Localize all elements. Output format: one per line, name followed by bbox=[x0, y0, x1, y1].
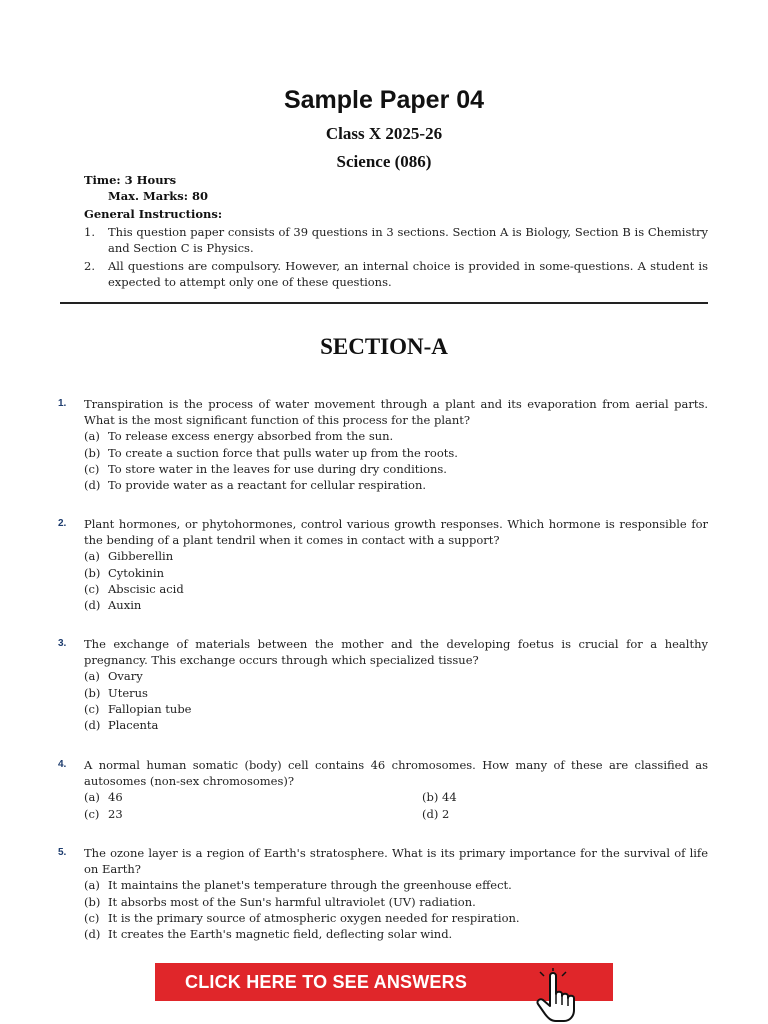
option-label: (a) bbox=[84, 790, 100, 805]
option-label: (b) bbox=[84, 685, 101, 700]
instruction-number: 2. bbox=[84, 259, 95, 273]
option-c bbox=[84, 806, 422, 822]
option-c bbox=[84, 701, 708, 717]
option-label: (c) bbox=[84, 806, 100, 821]
see-answers-label: CLICK HERE TO SEE ANSWERS bbox=[185, 971, 468, 992]
option-text: Ovary bbox=[108, 669, 143, 684]
option-text: To create a suction force that pulls water up from the roots. bbox=[108, 445, 458, 460]
option-b bbox=[84, 445, 708, 461]
option-text: To provide water as a reactant for cellular respiration. bbox=[108, 478, 427, 493]
option-b bbox=[84, 685, 708, 701]
question-number: 1. bbox=[58, 398, 67, 409]
option-text: To store water in the leaves for use during dry conditions. bbox=[108, 461, 447, 476]
option-label: (a) bbox=[84, 429, 100, 444]
question-stem: The exchange of materials between the mother and the developing foetus is crucial for a healthy pregnancy. This exchange occurs through which specialized tissue? bbox=[84, 637, 708, 668]
option-text: 44 bbox=[442, 790, 457, 805]
option-label: (a) bbox=[84, 549, 100, 564]
option-b bbox=[84, 894, 708, 910]
option-d bbox=[84, 717, 708, 733]
option-label: (b) bbox=[84, 445, 101, 460]
instruction-number: 1. bbox=[84, 225, 95, 239]
option-text: It is the primary source of atmospheric oxygen needed for respiration. bbox=[108, 910, 520, 925]
paper-title: Sample Paper 04 bbox=[283, 86, 485, 114]
option-text: Uterus bbox=[108, 685, 148, 700]
option-label: (a) bbox=[84, 878, 100, 893]
question-stem: A normal human somatic (body) cell contains 46 chromosomes. How many of these are classified as autosomes (non-sex chromosomes)? bbox=[84, 758, 708, 789]
option-text: Fallopian tube bbox=[108, 701, 192, 716]
option-label: (d) bbox=[84, 927, 101, 942]
option-d bbox=[84, 597, 708, 613]
instructions-heading: General Instructions: bbox=[84, 207, 223, 221]
instruction-item bbox=[84, 258, 708, 290]
option-label: (d) bbox=[84, 598, 101, 613]
option-label: (b) bbox=[84, 565, 101, 580]
options-grid bbox=[84, 789, 708, 821]
option-text: Abscisic acid bbox=[108, 581, 184, 596]
option-text: It absorbs most of the Sun's harmful ultraviolet (UV) radiation. bbox=[108, 894, 476, 909]
option-label: (d) bbox=[84, 718, 101, 733]
question-stem: Plant hormones, or phytohormones, control various growth responses. Which hormone is responsible for the bending of a plant tendril when it comes in contact with a support? bbox=[84, 517, 708, 548]
instruction-text: This question paper consists of 39 questions in 3 sections. Section A is Biology, Section B is Chemistry and Section C is Physics. bbox=[108, 225, 708, 255]
option-label: (c) bbox=[84, 581, 100, 596]
option-a bbox=[84, 548, 708, 564]
question-2 bbox=[58, 516, 708, 613]
option-c bbox=[84, 581, 708, 597]
max-marks: Max. Marks: 80 bbox=[108, 189, 208, 203]
option-label: (c) bbox=[84, 910, 100, 925]
section-title: SECTION-A bbox=[320, 334, 448, 359]
option-a bbox=[84, 877, 708, 893]
option-text: 23 bbox=[108, 806, 123, 821]
option-label: (b) bbox=[422, 790, 439, 805]
option-text: Placenta bbox=[108, 718, 159, 733]
pointing-hand-icon bbox=[534, 968, 582, 1024]
option-label: (d) bbox=[84, 478, 101, 493]
question-number: 2. bbox=[58, 518, 67, 529]
question-4 bbox=[58, 757, 708, 822]
option-text: It creates the Earth's magnetic field, deflecting solar wind. bbox=[108, 927, 453, 942]
question-3 bbox=[58, 636, 708, 733]
question-stem: Transpiration is the process of water movement through a plant and its evaporation from aerial parts. What is the most significant function of this process for the plant? bbox=[84, 397, 708, 428]
option-d bbox=[422, 806, 708, 822]
option-text: Cytokinin bbox=[108, 565, 164, 580]
option-text: 46 bbox=[108, 790, 123, 805]
option-text: It maintains the planet's temperature through the greenhouse effect. bbox=[108, 878, 512, 893]
question-stem: The ozone layer is a region of Earth's stratosphere. What is its primary importance for the survival of life on Earth? bbox=[84, 846, 708, 877]
option-c bbox=[84, 461, 708, 477]
option-d bbox=[84, 926, 708, 942]
time-allowed: Time: 3 Hours bbox=[84, 173, 177, 187]
instruction-item bbox=[84, 224, 708, 256]
option-b bbox=[84, 565, 708, 581]
option-a bbox=[84, 668, 708, 684]
question-5 bbox=[58, 845, 708, 942]
option-text: Gibberellin bbox=[108, 549, 174, 564]
option-text: 2 bbox=[442, 806, 450, 821]
option-b bbox=[422, 789, 708, 805]
option-a bbox=[84, 789, 422, 805]
option-label: (b) bbox=[84, 894, 101, 909]
header-divider bbox=[60, 302, 708, 304]
question-number: 4. bbox=[58, 759, 67, 770]
option-text: To release excess energy absorbed from the sun. bbox=[108, 429, 394, 444]
subject-line: Science (086) bbox=[336, 152, 432, 171]
instruction-text: All questions are compulsory. However, an internal choice is provided in some-questions. A student is expected to attempt only one of these questions. bbox=[108, 259, 708, 289]
class-line: Class X 2025-26 bbox=[325, 124, 443, 143]
question-number: 5. bbox=[58, 847, 67, 858]
question-number: 3. bbox=[58, 638, 67, 649]
option-label: (a) bbox=[84, 669, 100, 684]
option-label: (c) bbox=[84, 461, 100, 476]
option-label: (c) bbox=[84, 701, 100, 716]
option-text: Auxin bbox=[108, 598, 142, 613]
option-label: (d) bbox=[422, 806, 439, 821]
question-1 bbox=[58, 396, 708, 493]
option-c bbox=[84, 910, 708, 926]
option-a bbox=[84, 428, 708, 444]
option-d bbox=[84, 477, 708, 493]
